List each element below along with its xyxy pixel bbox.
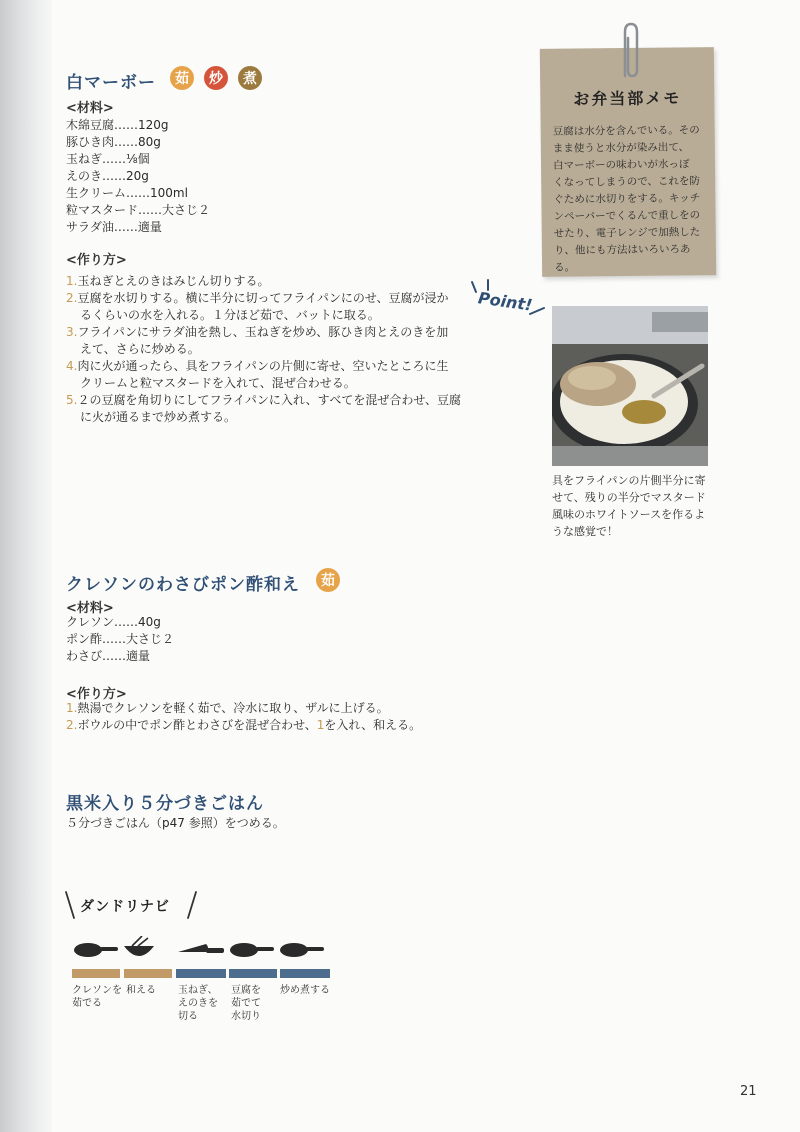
method-step	[66, 700, 471, 717]
method-step	[66, 290, 471, 307]
label-line: 和える	[126, 985, 156, 996]
caption-line: 具をフライパンの片側半分に寄	[552, 474, 706, 487]
frying-pan-icon	[228, 940, 278, 960]
ingredient-item: クレソン……40g	[66, 615, 161, 629]
step-text: ボウルの中でポン酢とわさびを混ぜ合わせ、	[77, 718, 317, 732]
mixing-bowl-icon	[122, 936, 156, 960]
method-steps	[66, 700, 471, 734]
ingredients-list	[66, 117, 210, 236]
method-steps	[66, 273, 485, 426]
timeline-bar-cut	[176, 969, 226, 978]
ingredient-item: 粒マスタード……大さじ２	[66, 203, 211, 217]
step-text: 熱湯でクレソンを軽く茹で、冷水に取り、ザルに上げる。	[77, 701, 389, 715]
memo-line: 豆腐は水分を含んでいる。その	[552, 124, 700, 138]
paperclip-icon	[615, 20, 645, 82]
memo-line: ンペーパーでくるんで重しをの	[553, 209, 701, 223]
recipe2-title: クレソンのわさびポン酢和え	[66, 575, 300, 595]
method-step	[66, 358, 471, 375]
memo-line: まま使うと水分が染み出て、	[552, 141, 690, 155]
photo-illustration	[552, 306, 708, 466]
label-line: 炒め煮する	[280, 985, 330, 996]
label-line: 切る	[178, 1011, 198, 1022]
step-text-cont: えて、さらに炒める。	[80, 342, 200, 356]
step-number: 3.	[66, 325, 78, 339]
step-text-cont: に火が通るまで炒め煮する。	[80, 410, 237, 424]
label-line: 水切り	[231, 1011, 261, 1022]
label-line: 豆腐を	[231, 985, 261, 996]
caption-line: うな感覚で！	[552, 525, 618, 538]
book-spine-shadow	[0, 0, 52, 1132]
ingredient-item: えのき……20g	[66, 169, 149, 183]
step-number: 5.	[66, 393, 78, 407]
dandori-step-label	[231, 984, 261, 1023]
method-step	[66, 717, 471, 734]
simmer-badge: 煮	[238, 66, 262, 90]
memo-line: 白マーボーの味わいが水っぽ	[552, 158, 690, 172]
ingredients-list	[66, 614, 174, 665]
boil-badge: 茹	[316, 568, 340, 592]
caption-line: 風味のホワイトソースを作るよ	[552, 508, 706, 521]
stir-fry-badge: 炒	[204, 66, 228, 90]
recipe3-title: 黒米入り５分づきごはん	[66, 794, 264, 814]
timeline-bar-simmer	[280, 969, 330, 978]
step-number: 2.	[66, 291, 78, 305]
ingredient-item: 木綿豆腐……120g	[66, 118, 169, 132]
timeline-bar-dress	[124, 969, 172, 978]
recipe3-text: ５分づきごはん（p47 参照）をつめる。	[66, 816, 285, 830]
memo-title: お弁当部メモ	[573, 88, 682, 109]
point-label: Point!	[476, 288, 534, 315]
step-number: 1.	[66, 701, 78, 715]
ingredients-heading: <材料>	[66, 101, 114, 116]
ingredients-heading: <材料>	[66, 601, 114, 616]
method-step	[66, 273, 471, 290]
photo-caption	[552, 472, 712, 540]
dandori-step-label	[280, 984, 330, 997]
frying-pan-icon	[72, 940, 122, 960]
memo-line: ぐために水切りをする。キッチ	[553, 192, 701, 206]
cooking-photo	[552, 306, 708, 466]
page-number: 21	[740, 1084, 757, 1099]
step-text: ２の豆腐を角切りにしてフライパンに入れ、すべてを混ぜ合わせ、豆腐	[77, 393, 461, 407]
step-number: 2.	[66, 718, 78, 732]
label-line: 茹でる	[72, 998, 102, 1009]
dandori-title: ダンドリナビ	[80, 899, 170, 915]
ingredient-item: 生クリーム……100ml	[66, 186, 188, 200]
step-text: 肉に火が通ったら、具をフライパンの片側に寄せ、空いたところに生	[77, 359, 449, 373]
frying-pan-icon	[278, 940, 328, 960]
method-heading: <作り方>	[66, 687, 127, 702]
step-text: 豆腐を水切りする。横に半分に切ってフライパンにのせ、豆腐が浸か	[77, 291, 449, 305]
point-marks-icon	[470, 278, 550, 324]
label-line: 茹でて	[231, 998, 261, 1009]
ingredient-item: ポン酢……大さじ２	[66, 632, 175, 646]
ingredient-item: サラダ油……適量	[66, 220, 162, 234]
caption-line: せて、残りの半分でマスタード	[552, 491, 706, 504]
dandori-step-label	[72, 984, 122, 1010]
step-reference: 1	[316, 718, 325, 732]
step-number: 1.	[66, 274, 78, 288]
boil-badge: 茹	[170, 66, 194, 90]
timeline-bar-boil-watercress	[72, 969, 120, 978]
method-heading: <作り方>	[66, 253, 127, 268]
memo-body	[553, 122, 709, 277]
step-text-cont: るくらいの水を入れる。１分ほど茹で、バットに取る。	[80, 308, 380, 322]
memo-line: り、他にも方法はいろいろある。	[553, 243, 691, 274]
ingredient-item: 豚ひき肉……80g	[66, 135, 161, 149]
step-text: フライパンにサラダ油を熱し、玉ねぎを炒め、豚ひき肉とえのきを加	[77, 325, 449, 339]
label-line: クレソンを	[72, 985, 122, 996]
method-step	[66, 392, 471, 409]
dandori-step-label	[126, 984, 156, 997]
memo-line: くなってしまうので、これを防	[553, 175, 701, 189]
step-text: を入れ、和える。	[324, 718, 422, 732]
memo-line: せたり、電子レンジで加熱した	[553, 226, 701, 240]
recipe1-title: 白マーボー	[66, 73, 156, 93]
timeline-bar-tofu	[229, 969, 277, 978]
label-line: えのきを	[178, 998, 218, 1009]
ingredient-item: わさび……適量	[66, 649, 151, 663]
method-step	[66, 324, 471, 341]
knife-icon	[176, 942, 226, 958]
step-number: 4.	[66, 359, 78, 373]
ingredient-item: 玉ねぎ……⅛個	[66, 152, 150, 166]
dandori-step-label	[178, 984, 218, 1023]
step-text-cont: クリームと粒マスタードを入れて、混ぜ合わせる。	[80, 376, 356, 390]
label-line: 玉ねぎ、	[178, 985, 218, 996]
step-text: 玉ねぎとえのきはみじん切りする。	[77, 274, 270, 288]
